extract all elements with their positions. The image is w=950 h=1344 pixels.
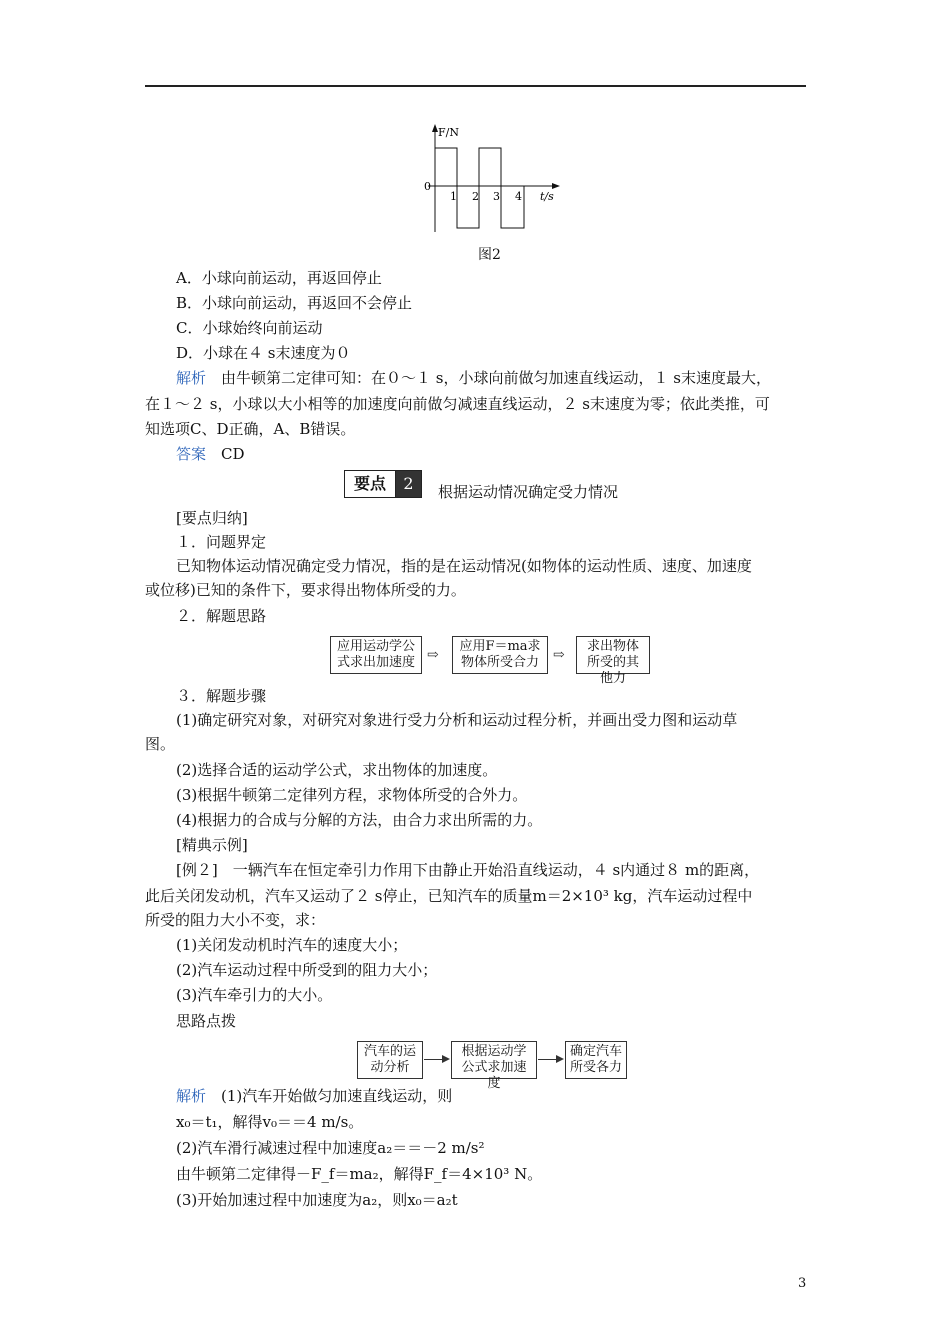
tick-label-3: 3 — [493, 190, 500, 203]
page-number: 3 — [798, 1276, 807, 1291]
analysis-label: 解析 — [176, 369, 207, 387]
answer-label: 答案 — [176, 445, 207, 463]
step-1-line-2: 图。 — [145, 735, 176, 753]
analysis-2-line-1: 解析 (1)汽车开始做匀加速直线运动，则 — [176, 1087, 453, 1105]
flow1-step-1: 应用运动学公式求出加速度 — [330, 636, 422, 674]
arrowhead-icon — [556, 1055, 564, 1063]
example-question-line-3: 所受的阻力大小不变，求： — [145, 911, 326, 929]
flow-arrow-icon: ⇨ — [553, 647, 565, 663]
analysis-2-line-5: (3)开始加速过程中加速度为a₂，则x₀＝a₂t — [176, 1191, 458, 1209]
flow2-step-1: 汽车的运动分析 — [357, 1041, 423, 1079]
flow1-step-3: 求出物体所受的其他力 — [576, 636, 650, 674]
tick-label-2: 2 — [472, 190, 479, 203]
analysis-2-line-4: 由牛顿第二定律得－F_f＝ma₂，解得F_f＝4×10³ N。 — [176, 1165, 543, 1183]
example-subquestion-3: (3)汽车牵引力的大小。 — [176, 986, 333, 1004]
step-2: (2)选择合适的运动学公式，求出物体的加速度。 — [176, 761, 498, 779]
origin-label: 0 — [424, 180, 431, 193]
example-subquestion-2: (2)汽车运动过程中所受到的阻力大小； — [176, 961, 438, 979]
example-question-line-1: [例２] 一辆汽车在恒定牵引力作用下由静止开始沿直线运动，４ s内通过８ m的距离， — [176, 861, 760, 879]
heading-approach: ２．解题思路 — [176, 607, 267, 625]
problem-definition-line-2: 或位移)已知的条件下，要求得出物体所受的力。 — [145, 581, 466, 599]
header-rule — [145, 85, 806, 87]
key-point-badge — [344, 470, 422, 498]
flow-arrow-icon — [424, 1059, 444, 1060]
x-axis-label: t/s — [540, 190, 554, 203]
option-c: C．小球始终向前运动 — [176, 319, 323, 337]
example-question-line-2: 此后关闭发动机，汽车又运动了２ s停止，已知汽车的质量m＝2×10³ kg，汽车运动过程中 — [145, 887, 753, 905]
key-point-title: 根据运动情况确定受力情况 — [438, 483, 619, 501]
key-point-label: 要点 — [345, 471, 396, 497]
heading-steps: ３．解题步骤 — [176, 687, 267, 705]
analysis-1-line-1: 解析 由牛顿第二定律可知：在０～１ s，小球向前做匀加速直线运动，１ s末速度最大， — [176, 369, 771, 387]
tick-label-4: 4 — [515, 190, 522, 203]
flow-arrow-icon: ⇨ — [427, 647, 439, 663]
option-a: A．小球向前运动，再返回停止 — [176, 269, 382, 287]
flow1-step-2: 应用F＝ma求物体所受合力 — [452, 636, 548, 674]
key-point-number: 2 — [396, 471, 421, 497]
analysis-2-line-3: (2)汽车滑行减速过程中加速度a₂＝＝－2 m/s² — [176, 1139, 485, 1157]
step-3: (3)根据牛顿第二定律列方程，求物体所受的合外力。 — [176, 786, 528, 804]
step-1-line-1: (1)确定研究对象，对研究对象进行受力分析和运动过程分析，并画出受力图和运动草 — [176, 711, 738, 729]
analysis-1-line-3: 知选项C、D正确，A、B错误。 — [145, 420, 356, 438]
flow-arrow-icon — [538, 1059, 558, 1060]
heading-problem-definition: １．问题界定 — [176, 533, 267, 551]
answer-line: 答案 CD — [176, 445, 245, 463]
analysis-1-line-2: 在１～２ s，小球以大小相等的加速度向前做匀减速直线运动，２ s末速度为零；依此类推，可 — [145, 395, 770, 413]
option-b: B．小球向前运动，再返回不会停止 — [176, 294, 413, 312]
y-axis-label: F/N — [438, 126, 459, 139]
summary-tag: [要点归纳] — [176, 509, 248, 527]
analysis-label: 解析 — [176, 1087, 207, 1105]
arrowhead-icon — [442, 1055, 450, 1063]
option-d: D．小球在４ s末速度为０ — [176, 344, 351, 362]
flow2-step-2: 根据运动学公式求加速度 — [451, 1041, 537, 1079]
example-subquestion-1: (1)关闭发动机时汽车的速度大小； — [176, 936, 408, 954]
figure-caption: 图2 — [478, 247, 501, 263]
analysis-2-line-2: x₀＝t₁，解得v₀＝＝4 m/s。 — [176, 1113, 364, 1131]
hint-label: 思路点拨 — [176, 1012, 237, 1030]
step-4: (4)根据力的合成与分解的方法，由合力求出所需的力。 — [176, 811, 543, 829]
problem-definition-line-1: 已知物体运动情况确定受力情况，指的是在运动情况(如物体的运动性质、速度、加速度 — [176, 557, 752, 575]
tick-label-1: 1 — [450, 190, 457, 203]
force-time-graph — [420, 122, 570, 234]
example-tag: [精典示例] — [176, 836, 248, 854]
flow2-step-3: 确定汽车所受各力 — [565, 1041, 627, 1079]
